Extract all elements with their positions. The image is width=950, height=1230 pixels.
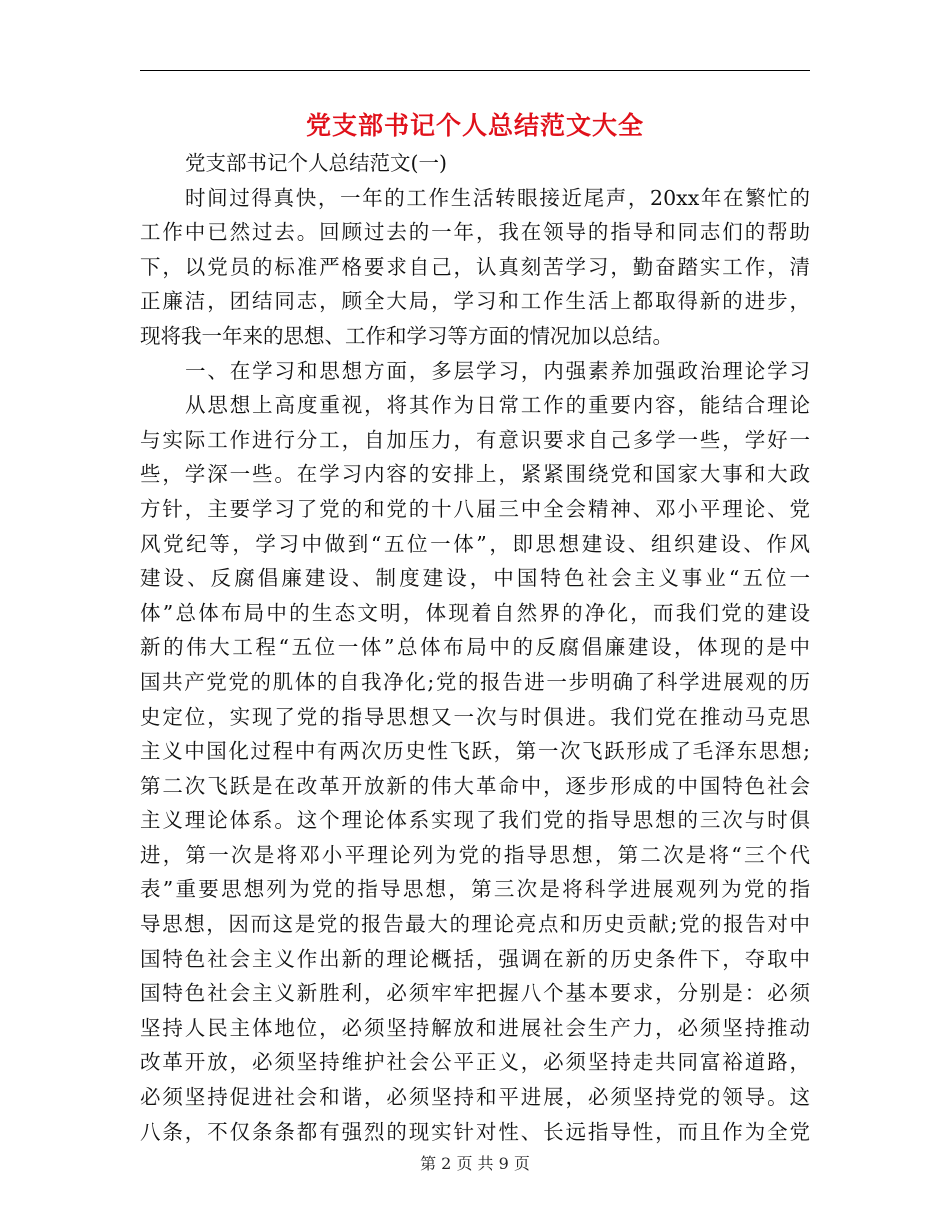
paragraph-line: 进，第一次是将邓小平理论列为党的指导思想，第二次是将“三个代: [140, 842, 810, 867]
paragraph-line: 主义理论体系。这个理论体系实现了我们党的指导思想的三次与时俱: [140, 808, 810, 833]
paragraph-line: 时间过得真快，一年的工作生活转眼接近尾声，20xx年在繁忙的: [185, 185, 810, 210]
document-body: [140, 146, 810, 1149]
header-rule: [140, 70, 810, 71]
paragraph-line: 八条，不仅条条都有强烈的现实针对性、长远指导性，而且作为全党: [140, 1119, 810, 1144]
paragraph-line: 现将我一年来的思想、工作和学习等方面的情况加以总结。: [140, 323, 673, 348]
paragraph-line: 些，学深一些。在学习内容的安排上，紧紧围绕党和国家大事和大政: [140, 462, 810, 487]
paragraph-line: 主义中国化过程中有两次历史性飞跃，第一次飞跃形成了毛泽东思想;: [140, 739, 810, 764]
section-heading: 党支部书记个人总结范文(一): [185, 151, 447, 175]
paragraph-line: 国特色社会主义新胜利，必须牢牢把握八个基本要求，分别是：必须: [140, 981, 810, 1006]
paragraph-line: 必须坚持促进社会和谐，必须坚持和平进展，必须坚持党的领导。这: [140, 1085, 810, 1110]
paragraph-line: 建设、反腐倡廉建设、制度建设，中国特色社会主义事业“五位一: [140, 566, 810, 591]
paragraph-line: 一、在学习和思想方面，多层学习，内强素养加强政治理论学习: [185, 358, 810, 383]
paragraph-line: 工作中已然过去。回顾过去的一年，我在领导的指导和同志们的帮助: [140, 220, 810, 245]
paragraph-line: 从思想上高度重视，将其作为日常工作的重要内容，能结合理论: [185, 393, 810, 418]
paragraph-line: 改革开放，必须坚持维护社会公平正义，必须坚持走共同富裕道路，: [140, 1050, 810, 1075]
paragraph-line: 方针，主要学习了党的和党的十八届三中全会精神、邓小平理论、党: [140, 496, 810, 521]
paragraph-line: 导思想，因而这是党的报告最大的理论亮点和历史贡献;党的报告对中: [140, 912, 810, 937]
paragraph-line: 国特色社会主义作出新的理论概括，强调在新的历史条件下，夺取中: [140, 946, 810, 971]
paragraph-line: 下，以党员的标准严格要求自己，认真刻苦学习，勤奋踏实工作，清: [140, 254, 810, 279]
document-title: 党支部书记个人总结范文大全: [305, 111, 644, 140]
paragraph-line: 坚持人民主体地位，必须坚持解放和进展社会生产力，必须坚持推动: [140, 1015, 810, 1040]
paragraph-line: 与实际工作进行分工，自加压力，有意识要求自己多学一些，学好一: [140, 427, 810, 452]
paragraph-line: 第二次飞跃是在改革开放新的伟大革命中，逐步形成的中国特色社会: [140, 773, 810, 798]
paragraph-line: 国共产党党的肌体的自我净化;党的报告进一步明确了科学进展观的历: [140, 669, 810, 694]
paragraph-line: 风党纪等，学习中做到“五位一体”，即思想建设、组织建设、作风: [140, 531, 810, 556]
paragraph-line: 史定位，实现了党的指导思想又一次与时俱进。我们党在推动马克思: [140, 704, 810, 729]
paragraph-line: 正廉洁，团结同志，顾全大局，学习和工作生活上都取得新的进步，: [140, 289, 810, 314]
paragraph-line: 表”重要思想列为党的指导思想，第三次是将科学进展观列为党的指: [140, 877, 810, 902]
page-number: 第 2 页 共 9 页: [420, 1154, 530, 1173]
paragraph-line: 新的伟大工程“五位一体”总体布局中的反腐倡廉建设，体现的是中: [140, 635, 810, 660]
paragraph-line: 体”总体布局中的生态文明，体现着自然界的净化，而我们党的建设: [140, 600, 810, 625]
